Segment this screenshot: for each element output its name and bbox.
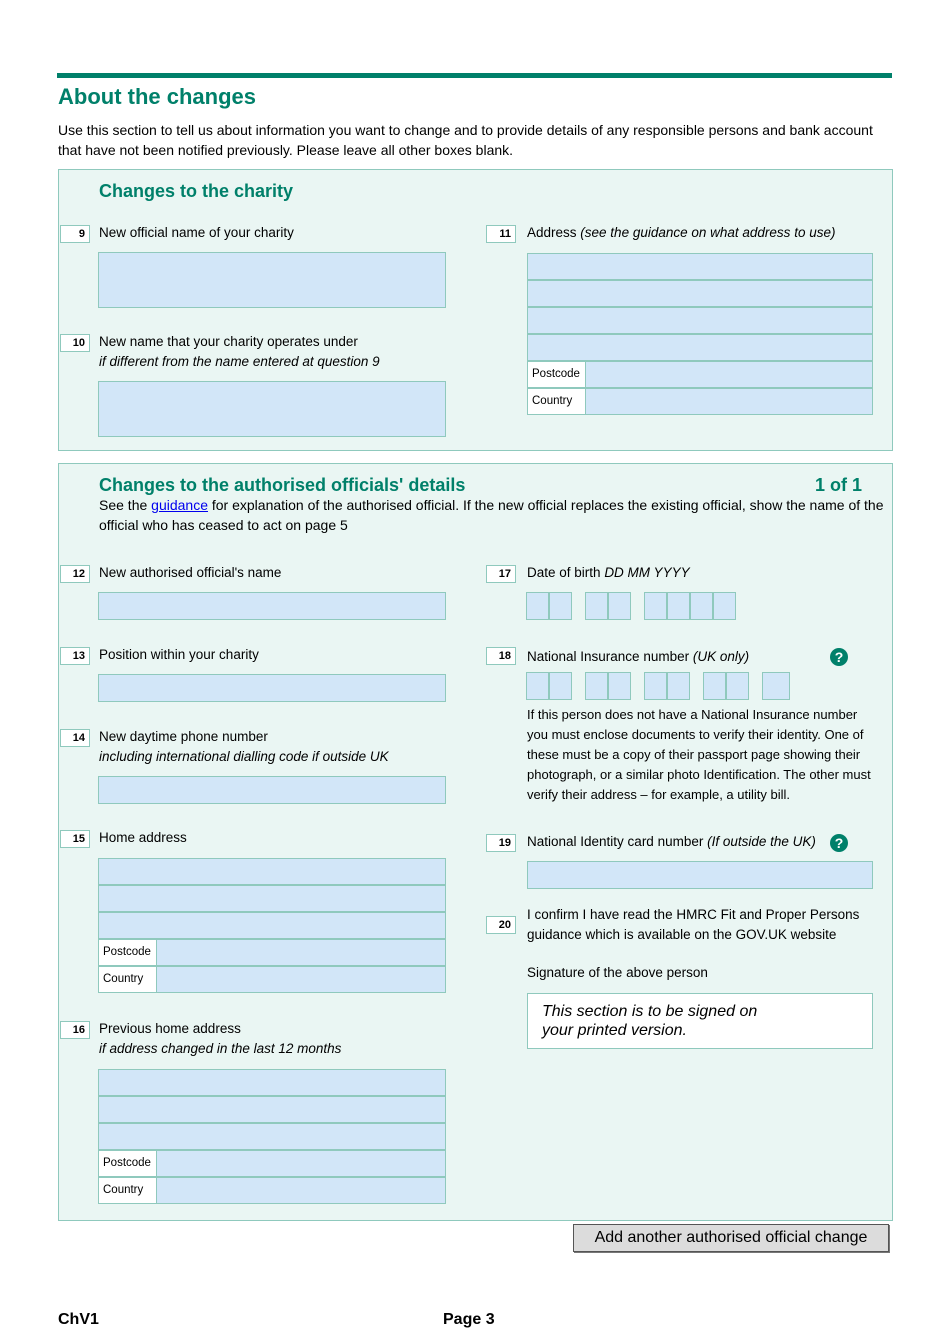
home-address-line-1[interactable]	[98, 858, 446, 885]
signature-label: Signature of the above person	[527, 965, 708, 980]
q12-number: 12	[60, 565, 90, 583]
charity-address-line-1[interactable]	[527, 253, 873, 280]
country-label: Country	[528, 389, 586, 414]
ni-digit-4[interactable]	[608, 672, 631, 700]
q17-note: DD MM YYYY	[604, 565, 690, 580]
q16-label: Previous home address	[99, 1021, 241, 1036]
q15-label: Home address	[99, 830, 187, 845]
ni-digit-6[interactable]	[667, 672, 690, 700]
q10-label: New name that your charity operates under	[99, 334, 358, 349]
prev-address-line-3[interactable]	[98, 1123, 446, 1150]
q13-label: Position within your charity	[99, 647, 259, 662]
q10-note: if different from the name entered at question 9	[99, 354, 380, 369]
ni-digit-5[interactable]	[644, 672, 667, 700]
home-postcode-input[interactable]	[98, 939, 446, 966]
help-icon[interactable]: ?	[830, 834, 848, 852]
prev-country-input[interactable]	[98, 1177, 446, 1204]
dob-year-digit-2[interactable]	[667, 592, 690, 620]
home-address-line-3[interactable]	[98, 912, 446, 939]
dob-year-digit-1[interactable]	[644, 592, 667, 620]
dob-month-digit-1[interactable]	[585, 592, 608, 620]
charity-address-line-2[interactable]	[527, 280, 873, 307]
home-country-input[interactable]	[98, 966, 446, 993]
ni-digit-2[interactable]	[549, 672, 572, 700]
guidance-link[interactable]: guidance	[151, 497, 208, 513]
ni-digit-1[interactable]	[526, 672, 549, 700]
dob-year-digit-4[interactable]	[713, 592, 736, 620]
phone-field[interactable]	[98, 776, 446, 804]
help-icon[interactable]: ?	[830, 648, 848, 666]
charity-address-line-3[interactable]	[527, 307, 873, 334]
id-card-field[interactable]	[527, 861, 873, 889]
official-name-field[interactable]	[98, 592, 446, 620]
q17-label-wrap	[527, 563, 690, 583]
prev-address-line-1[interactable]	[98, 1069, 446, 1096]
q11-label: Address	[527, 225, 577, 240]
intro-text: Use this section to tell us about information you want to change and to provide details of any responsible persons and bank account that have not been notified previously. Please leave all other boxes blank.	[58, 122, 873, 158]
charity-postcode-input[interactable]	[527, 361, 873, 388]
q20-label: I confirm I have read the HMRC Fit and Proper Persons guidance which is available on the GOV.UK website	[527, 907, 860, 942]
form-code: ChV1	[58, 1311, 99, 1328]
q20-number: 20	[486, 916, 516, 934]
q15-number: 15	[60, 830, 90, 848]
dob-month-digit-2[interactable]	[608, 592, 631, 620]
official-name-input[interactable]	[98, 252, 446, 308]
q10-number: 10	[60, 334, 90, 352]
page-number: Page 3	[443, 1311, 495, 1328]
signature-note: This section is to be signed on your printed version.	[542, 1003, 758, 1039]
officials-title: Changes to the authorised officials' details	[99, 475, 466, 495]
ni-info-text: If this person does not have a National Insurance number you must enclose documents to verify their identity. One of these must be a copy of their passport page showing their photograph, or a similar photo Identification. The other must verify their address – for example, a utility bill.	[527, 707, 871, 802]
header-rule	[57, 73, 892, 78]
country-label: Country	[99, 967, 157, 992]
q18-number: 18	[486, 647, 516, 665]
q18-label: National Insurance number	[527, 649, 690, 664]
desc-text-before: See the	[99, 497, 152, 513]
q19-note: (If outside the UK)	[707, 834, 816, 849]
signature-box	[527, 993, 873, 1049]
q9-label: New official name of your charity	[99, 225, 294, 240]
q16-number: 16	[60, 1021, 90, 1039]
add-official-change-button[interactable]: Add another authorised official change	[573, 1224, 889, 1252]
q16-note: if address changed in the last 12 months	[99, 1041, 342, 1056]
q9-number: 9	[60, 225, 90, 243]
q14-number: 14	[60, 729, 90, 747]
q19-number: 19	[486, 834, 516, 852]
charity-country-input[interactable]	[527, 388, 873, 415]
dob-day-digit-1[interactable]	[526, 592, 549, 620]
operating-name-input[interactable]	[98, 381, 446, 437]
officials-counter: 1 of 1	[815, 475, 863, 495]
ni-digit-7[interactable]	[703, 672, 726, 700]
q11-number: 11	[486, 225, 516, 243]
prev-postcode-input[interactable]	[98, 1150, 446, 1177]
charity-changes-title: Changes to the charity	[99, 181, 294, 201]
q18-label-wrap	[527, 647, 749, 667]
position-field[interactable]	[98, 674, 446, 702]
q14-note: including international dialling code if outside UK	[99, 749, 389, 764]
page-title: About the changes	[58, 84, 257, 109]
ni-digit-3[interactable]	[585, 672, 608, 700]
q19-label: National Identity card number	[527, 834, 704, 849]
postcode-label: Postcode	[99, 940, 157, 965]
postcode-label: Postcode	[528, 362, 586, 387]
ni-digit-8[interactable]	[726, 672, 749, 700]
desc-text-after: for explanation of the authorised official. If the new official replaces the existing official, show the name of the official who has ceased to act on page 5	[99, 497, 884, 533]
q17-label: Date of birth	[527, 565, 601, 580]
q14-label: New daytime phone number	[99, 729, 268, 744]
q19-label-wrap	[527, 832, 816, 852]
q13-number: 13	[60, 647, 90, 665]
ni-suffix-letter[interactable]	[762, 672, 790, 700]
country-label: Country	[99, 1178, 157, 1203]
prev-address-line-2[interactable]	[98, 1096, 446, 1123]
q12-label: New authorised official's name	[99, 565, 282, 580]
dob-day-digit-2[interactable]	[549, 592, 572, 620]
postcode-label: Postcode	[99, 1151, 157, 1176]
home-address-line-2[interactable]	[98, 885, 446, 912]
dob-year-digit-3[interactable]	[690, 592, 713, 620]
charity-address-line-4[interactable]	[527, 334, 873, 361]
officials-description	[99, 495, 887, 535]
q17-number: 17	[486, 565, 516, 583]
q18-note: (UK only)	[692, 649, 750, 664]
q11-label-wrap	[527, 223, 835, 243]
q11-note: (see the guidance on what address to use)	[580, 225, 836, 240]
